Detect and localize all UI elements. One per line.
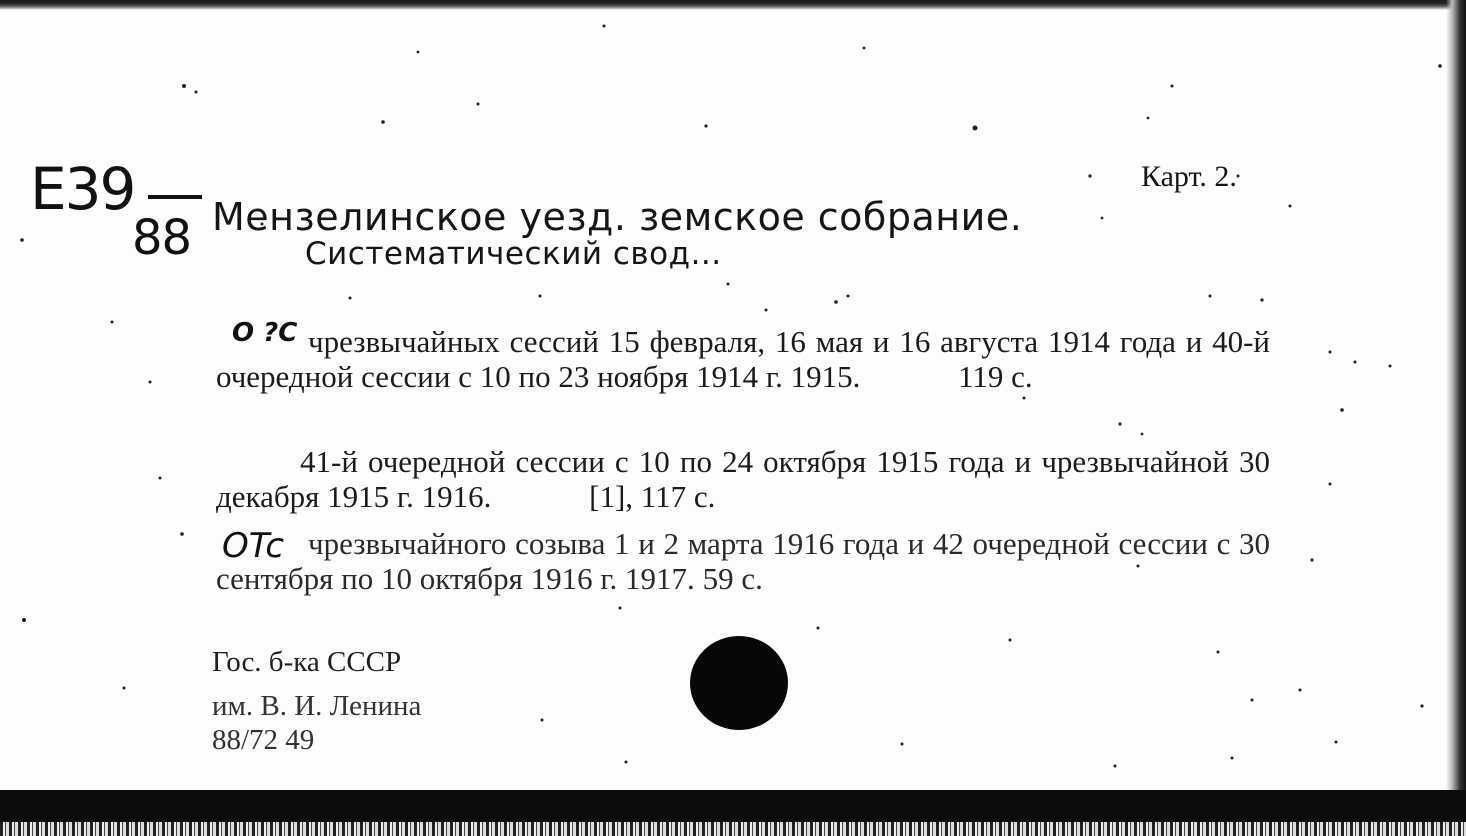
entry-3-pages: 59 с. xyxy=(702,561,763,596)
card-bottom-band xyxy=(0,790,1466,822)
handwritten-annotation-1: O ?C xyxy=(232,318,298,348)
entry-1 xyxy=(216,324,1270,394)
punch-hole xyxy=(690,636,788,730)
entry-1-pages: 119 с. xyxy=(958,359,1033,394)
handwritten-annotation-2: OTc xyxy=(222,526,285,566)
card-bottom-strip xyxy=(0,822,1466,836)
library-stamp-line-2: им. В. И. Ленина xyxy=(212,690,422,722)
library-stamp-line-3: 88/72 49 xyxy=(212,724,315,756)
entry-2 xyxy=(216,444,1270,514)
entry-3 xyxy=(216,526,1270,596)
shelfmark-rule xyxy=(148,195,202,199)
shelfmark-top: E39 xyxy=(30,155,135,223)
shelfmark-bottom: 88 xyxy=(132,210,192,266)
entry-1-text: чрезвычайных сессий 15 февраля, 16 мая и 16 августа 1914 года и 40-й очередной сессии с 10 по 23 ноября 1914 г. 1915. xyxy=(216,324,1270,394)
card-number: Карт. 2. xyxy=(1141,160,1237,193)
card-title: Мензелинское уезд. земское собрание. xyxy=(212,195,1023,239)
entry-2-text: 41-й очередной сессии с 10 по 24 октября 1915 года и чрезвычайной 30 декабря 1915 г. 1916. xyxy=(216,444,1270,514)
entry-3-text: чрезвычайного созыва 1 и 2 марта 1916 года и 42 очередной сессии с 30 сентября по 10 октября 1916 г. 1917. xyxy=(216,526,1270,596)
entry-2-pages: [1], 117 с. xyxy=(589,479,716,514)
library-stamp-line-1: Гос. б-ка СССР xyxy=(212,646,402,678)
card-subtitle: Систематический свод... xyxy=(305,236,722,272)
